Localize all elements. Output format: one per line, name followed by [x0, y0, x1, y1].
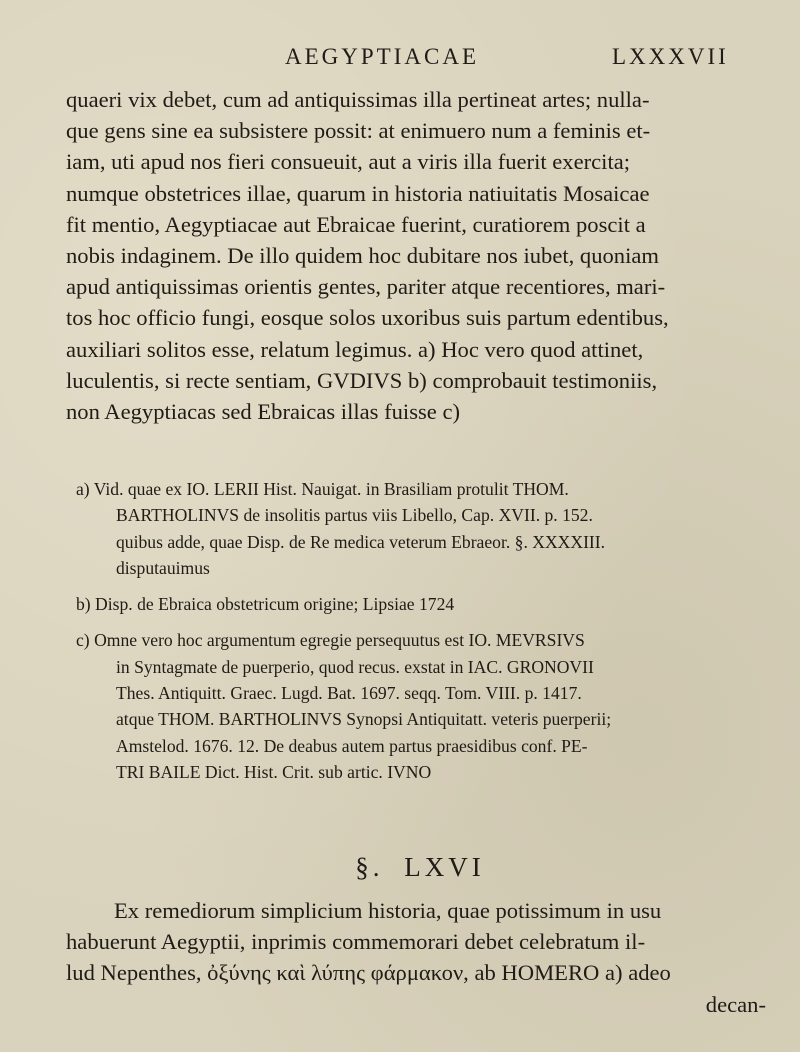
text-line: numque obstetrices illae, quarum in historia natiuitatis Mosaicae — [66, 180, 650, 206]
footnote-line: a) Vid. quae ex IO. LERII Hist. Nauigat. in Brasiliam protulit THOM. — [76, 479, 569, 499]
text-line: que gens sine ea subsistere possit: at enimuero num a feminis et- — [66, 118, 651, 144]
footnote-line: TRI BAILE Dict. Hist. Crit. sub artic. IVNO — [116, 761, 432, 782]
text-line: auxiliari solitos esse, relatum legimus. a) Hoc vero quod attinet, — [66, 336, 644, 362]
text-line: iam, uti apud nos fieri consueuit, aut a viris illa fuerit exercita; — [66, 149, 631, 175]
section-text — [66, 895, 766, 1020]
footnote-a — [76, 476, 766, 581]
text-line: lud Nepenthes, ὀξύνης καὶ λύπης φάρμακον, ab HOMERO a) adeo — [66, 960, 671, 986]
footnote-line: disputauimus — [116, 557, 210, 578]
footnote-line: Thes. Antiquitt. Graec. Lugd. Bat. 1697. seqq. Tom. VIII. p. 1417. — [116, 683, 582, 704]
footnote-line: atque THOM. BARTHOLINVS Synopsi Antiquitatt. veteris puerperii; — [116, 709, 612, 730]
running-title: AEGYPTIACAE — [285, 44, 479, 69]
footnote-c — [76, 627, 766, 785]
text-line: quaeri vix debet, cum ad antiquissimas illa pertineat artes; nulla- — [66, 87, 650, 112]
footnote-b — [76, 591, 766, 617]
text-line: fit mentio, Aegyptiacae aut Ebraicae fuerint, curatiorem poscit a — [66, 211, 646, 237]
running-header — [0, 44, 800, 84]
text-line: apud antiquissimas orientis gentes, pariter atque recentiores, mari- — [66, 274, 666, 300]
footnote-line: BARTHOLINVS de insolitis partus viis Libello, Cap. XVII. p. 152. — [116, 505, 593, 526]
text-line: nobis indaginem. De illo quidem hoc dubitare nos iubet, quoniam — [66, 242, 659, 268]
section-heading — [0, 852, 800, 883]
catchword: decan- — [705, 991, 766, 1017]
section-number: LXVI — [404, 852, 485, 882]
section-symbol: §. — [355, 852, 384, 882]
page-number: LXXXVII — [612, 44, 729, 69]
footnote-line: quibus adde, quae Disp. de Re medica veterum Ebraeor. §. XXXXIII. — [116, 531, 606, 552]
text-line: Ex remediorum simplicium historia, quae potissimum in usu — [114, 898, 662, 923]
main-text — [66, 84, 766, 427]
text-line: luculentis, si recte sentiam, GVDIVS b) comprobauit testimoniis, — [66, 367, 658, 393]
footnote-line: Amstelod. 1676. 12. De deabus autem partus praesidibus conf. PE- — [116, 735, 588, 756]
text-line: habuerunt Aegyptii, inprimis commemorari debet celebratum il- — [66, 929, 646, 955]
footnote-line: c) Omne vero hoc argumentum egregie persequutus est IO. MEVRSIVS — [76, 630, 585, 651]
footnotes — [76, 476, 766, 785]
text-line: tos hoc officio fungi, eosque solos uxoribus suis partum edentibus, — [66, 305, 669, 331]
footnote-line: b) Disp. de Ebraica obstetricum origine; Lipsiae 1724 — [76, 594, 455, 615]
footnote-line: in Syntagmate de puerperio, quod recus. exstat in IAC. GRONOVII — [116, 656, 594, 677]
text-line: non Aegyptiacas sed Ebraicas illas fuisse c) — [66, 398, 461, 424]
